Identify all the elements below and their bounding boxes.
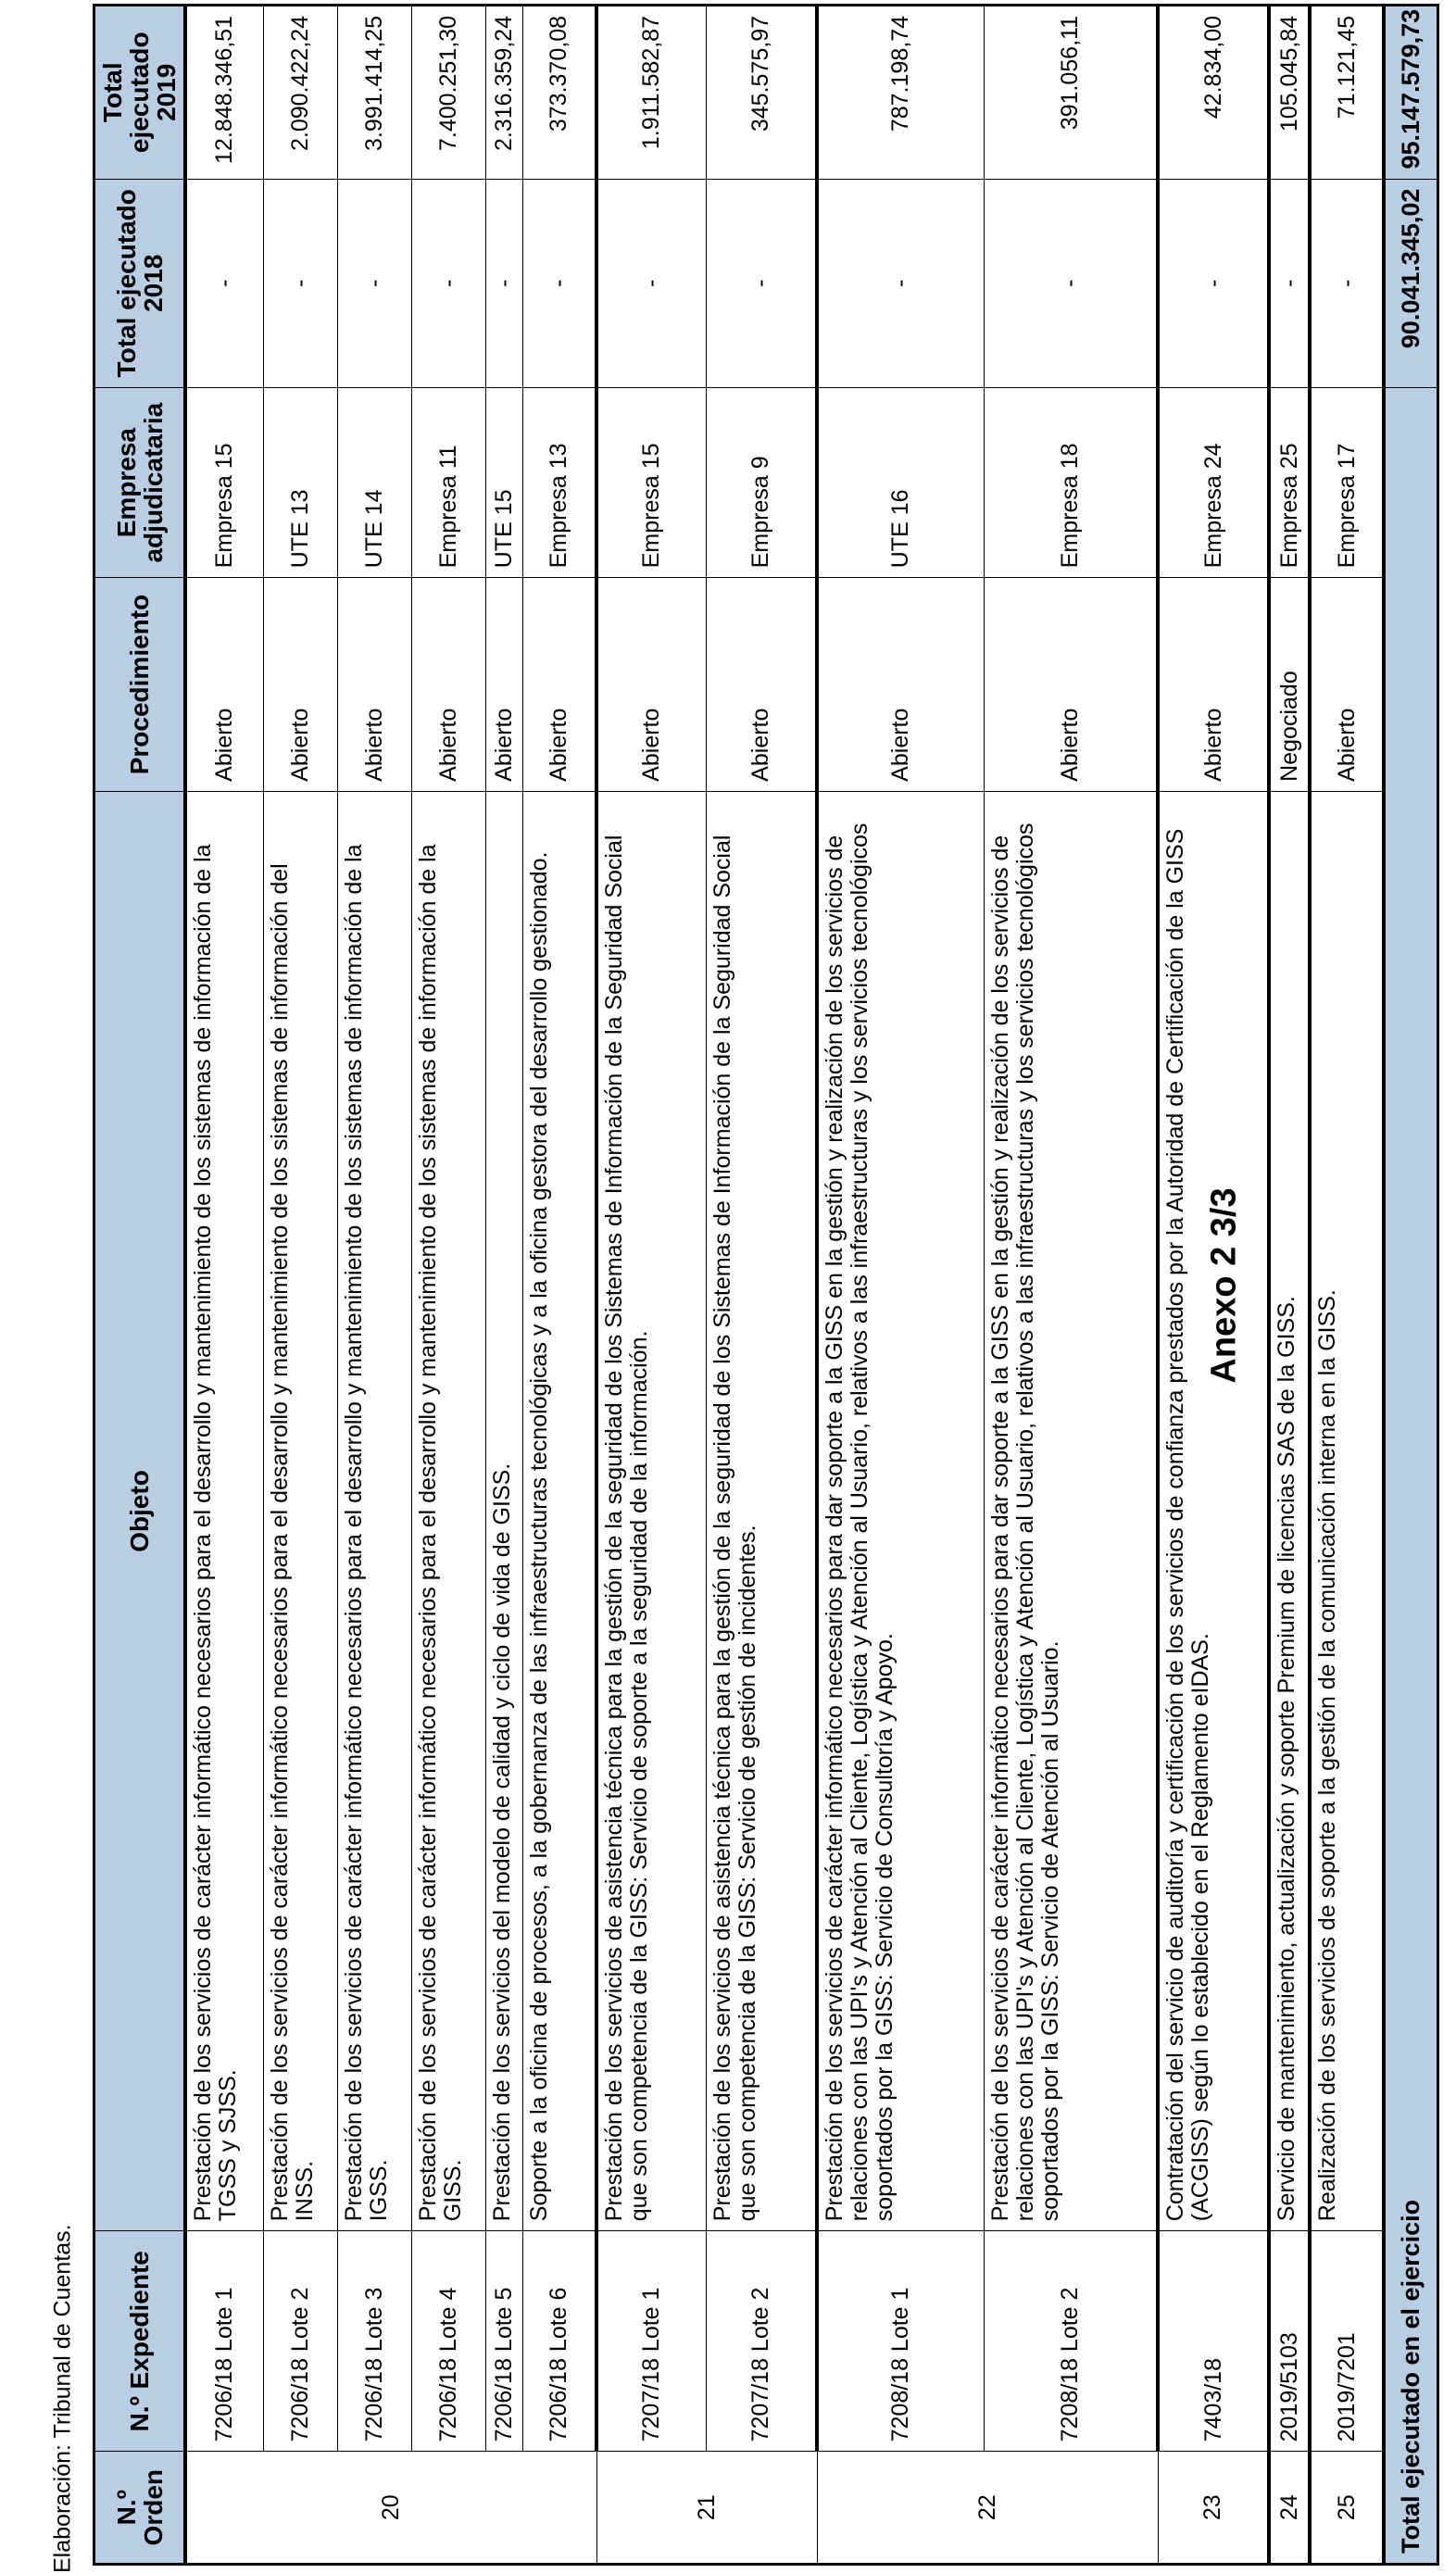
cell-total-2019: 12.848.346,51 bbox=[185, 6, 263, 180]
cell-procedimiento: Abierto bbox=[1158, 578, 1269, 792]
cell-expediente: 7208/18 Lote 1 bbox=[817, 2231, 984, 2452]
table-row bbox=[185, 6, 263, 2565]
cell-empresa: Empresa 11 bbox=[411, 388, 485, 578]
cell-objeto: Prestación de los servicios de carácter informático necesarios para dar soporte a la GISS en la gestión y realización de los servicios de relaciones con las UPI's y Atención al Cliente, Logística y Atención al Usuario, relativos a las infraestructuras y los servicios tecnológicos soportados por la GISS: Servicio de Atención al Usuario. bbox=[984, 791, 1158, 2230]
cell-procedimiento: Abierto bbox=[817, 578, 984, 792]
cell-expediente: 7206/18 Lote 4 bbox=[411, 2231, 485, 2452]
cell-empresa: Empresa 15 bbox=[185, 388, 263, 578]
total-row bbox=[1384, 6, 1437, 2565]
cell-expediente: 7206/18 Lote 6 bbox=[522, 2231, 596, 2452]
cell-expediente: 7206/18 Lote 1 bbox=[185, 2231, 263, 2452]
cell-total-2018: - bbox=[337, 179, 411, 387]
cell-total-2019: 373.370,08 bbox=[522, 6, 596, 180]
table-row bbox=[522, 6, 596, 2565]
cell-orden: 21 bbox=[596, 2452, 817, 2565]
cell-total-2019: 7.400.251,30 bbox=[411, 6, 485, 180]
table-row bbox=[984, 6, 1158, 2565]
cell-total-2019: 105.045,84 bbox=[1269, 6, 1310, 180]
cell-total-2019: 1.911.582,87 bbox=[596, 6, 706, 180]
cell-expediente: 7207/18 Lote 1 bbox=[596, 2231, 706, 2452]
header-total-2019: Total ejecutado 2019 bbox=[94, 6, 186, 180]
cell-objeto: Prestación de los servicios de carácter informático necesarios para el desarrollo y mantenimiento de los sistemas de información de la TGSS y SJSS. bbox=[185, 791, 263, 2230]
cell-total-2019: 3.991.414,25 bbox=[337, 6, 411, 180]
cell-total-2018: - bbox=[411, 179, 485, 387]
cell-orden: 22 bbox=[817, 2452, 1158, 2565]
cell-total-2018: - bbox=[984, 179, 1158, 387]
cell-total-2018: - bbox=[1310, 179, 1384, 387]
table-row bbox=[485, 6, 522, 2565]
table-row bbox=[337, 6, 411, 2565]
header-orden: N.º Orden bbox=[94, 2452, 186, 2565]
cell-objeto: Prestación de los servicios del modelo de calidad y ciclo de vida de GISS. bbox=[485, 791, 522, 2230]
table-row bbox=[411, 6, 485, 2565]
cell-total-2018: - bbox=[263, 179, 337, 387]
cell-total-2018: - bbox=[1269, 179, 1310, 387]
cell-procedimiento: Abierto bbox=[1310, 578, 1384, 792]
cell-procedimiento: Abierto bbox=[984, 578, 1158, 792]
cell-total-2019: 42.834,00 bbox=[1158, 6, 1269, 180]
cell-total-2019: 345.575,97 bbox=[706, 6, 817, 180]
cell-objeto: Soporte a la oficina de procesos, a la gobernanza de las infraestructuras tecnológicas y a la oficina gestora del desarrollo gestionado. bbox=[522, 791, 596, 2230]
cell-total-2018: - bbox=[706, 179, 817, 387]
total-2018: 90.041.345,02 bbox=[1384, 179, 1437, 387]
cell-objeto: Prestación de los servicios de carácter informático necesarios para el desarrollo y mantenimiento de los sistemas de información de la IGSS. bbox=[337, 791, 411, 2230]
cell-empresa: Empresa 18 bbox=[984, 388, 1158, 578]
cell-empresa: Empresa 24 bbox=[1158, 388, 1269, 578]
table-row bbox=[1310, 6, 1384, 2565]
cell-objeto: Realización de los servicios de soporte a la gestión de la comunicación interna en la GISS. bbox=[1310, 791, 1384, 2230]
cell-total-2018: - bbox=[522, 179, 596, 387]
page-title: Anexo 2 3/3 bbox=[1204, 1187, 1244, 1384]
annex-table-frame bbox=[93, 4, 1425, 2566]
table-row bbox=[1269, 6, 1310, 2565]
cell-expediente: 7206/18 Lote 2 bbox=[263, 2231, 337, 2452]
cell-expediente: 2019/7201 bbox=[1310, 2231, 1384, 2452]
cell-orden: 24 bbox=[1269, 2452, 1310, 2565]
cell-orden: 23 bbox=[1158, 2452, 1269, 2565]
cell-expediente: 7403/18 bbox=[1158, 2231, 1269, 2452]
cell-procedimiento: Negociado bbox=[1269, 578, 1310, 792]
cell-procedimiento: Abierto bbox=[411, 578, 485, 792]
cell-objeto: Prestación de los servicios de carácter informático necesarios para dar soporte a la GISS en la gestión y realización de los servicios de relaciones con las UPI's y Atención al Cliente, Logística y Atención al Usuario, relativos a las infraestructuras y los servicios tecnológicos soportados por la GISS: Servicio de Consultoría y Apoyo. bbox=[817, 791, 984, 2230]
cell-total-2019: 391.056,11 bbox=[984, 6, 1158, 180]
cell-procedimiento: Abierto bbox=[706, 578, 817, 792]
header-objeto: Objeto bbox=[94, 791, 186, 2230]
cell-objeto: Contratación del servicio de auditoría y certificación de los servicios de confianza prestados por la Autoridad de Certificación de la GISS (ACGISS) según lo establecido en el Reglamento eIDAS. bbox=[1158, 791, 1269, 2230]
cell-empresa: UTE 16 bbox=[817, 388, 984, 578]
cell-empresa: UTE 15 bbox=[485, 388, 522, 578]
cell-expediente: 7208/18 Lote 2 bbox=[984, 2231, 1158, 2452]
table-row bbox=[1158, 6, 1269, 2565]
cell-empresa: Empresa 15 bbox=[596, 388, 706, 578]
cell-procedimiento: Abierto bbox=[522, 578, 596, 792]
cell-procedimiento: Abierto bbox=[596, 578, 706, 792]
header-row bbox=[94, 6, 186, 2565]
cell-expediente: 2019/5103 bbox=[1269, 2231, 1310, 2452]
table-row bbox=[263, 6, 337, 2565]
cell-total-2018: - bbox=[1158, 179, 1269, 387]
cell-procedimiento: Abierto bbox=[263, 578, 337, 792]
table-row bbox=[596, 6, 706, 2565]
header-expediente: N.º Expediente bbox=[94, 2231, 186, 2452]
header-total-2018: Total ejecutado 2018 bbox=[94, 179, 186, 387]
cell-orden: 20 bbox=[185, 2452, 596, 2565]
header-empresa: Empresa adjudicataria bbox=[94, 388, 186, 578]
cell-objeto: Prestación de los servicios de asistencia técnica para la gestión de la seguridad de los Sistemas de Información de la Seguridad Social que son competencia de la GISS: Servicio de gestión de incidentes. bbox=[706, 791, 817, 2230]
table-row bbox=[817, 6, 984, 2565]
header-procedimiento: Procedimiento bbox=[94, 578, 186, 792]
cell-empresa: Empresa 13 bbox=[522, 388, 596, 578]
cell-expediente: 7206/18 Lote 3 bbox=[337, 2231, 411, 2452]
cell-total-2018: - bbox=[185, 179, 263, 387]
cell-objeto: Prestación de los servicios de carácter informático necesarios para el desarrollo y mantenimiento de los sistemas de información de la GISS. bbox=[411, 791, 485, 2230]
cell-expediente: 7207/18 Lote 2 bbox=[706, 2231, 817, 2452]
cell-objeto: Servicio de mantenimiento, actualización y soporte Premium de licencias SAS de la GISS. bbox=[1269, 791, 1310, 2230]
cell-total-2018: - bbox=[485, 179, 522, 387]
cell-total-2019: 2.090.422,24 bbox=[263, 6, 337, 180]
total-2019: 95.147.579,73 bbox=[1384, 6, 1437, 180]
cell-procedimiento: Abierto bbox=[337, 578, 411, 792]
cell-procedimiento: Abierto bbox=[485, 578, 522, 792]
cell-objeto: Prestación de los servicios de carácter informático necesarios para el desarrollo y mantenimiento de los sistemas de información del INSS. bbox=[263, 791, 337, 2230]
cell-total-2018: - bbox=[817, 179, 984, 387]
annex-table bbox=[93, 4, 1439, 2566]
cell-total-2019: 71.121,45 bbox=[1310, 6, 1384, 180]
cell-expediente: 7206/18 Lote 5 bbox=[485, 2231, 522, 2452]
cell-total-2018: - bbox=[596, 179, 706, 387]
table-row bbox=[706, 6, 817, 2565]
cell-total-2019: 2.316.359,24 bbox=[485, 6, 522, 180]
cell-empresa: Empresa 17 bbox=[1310, 388, 1384, 578]
cell-procedimiento: Abierto bbox=[185, 578, 263, 792]
cell-empresa: Empresa 25 bbox=[1269, 388, 1310, 578]
cell-orden: 25 bbox=[1310, 2452, 1384, 2565]
cell-objeto: Prestación de los servicios de asistencia técnica para la gestión de la seguridad de los Sistemas de Información de la Seguridad Social que son competencia de la GISS: Servicio de soporte a la seguridad de la información. bbox=[596, 791, 706, 2230]
cell-empresa: UTE 13 bbox=[263, 388, 337, 578]
cell-empresa: Empresa 9 bbox=[706, 388, 817, 578]
source-note: Elaboración: Tribunal de Cuentas. bbox=[49, 2224, 76, 2573]
total-label: Total ejecutado en el ejercicio bbox=[1384, 388, 1437, 2565]
cell-empresa: UTE 14 bbox=[337, 388, 411, 578]
cell-total-2019: 787.198,74 bbox=[817, 6, 984, 180]
